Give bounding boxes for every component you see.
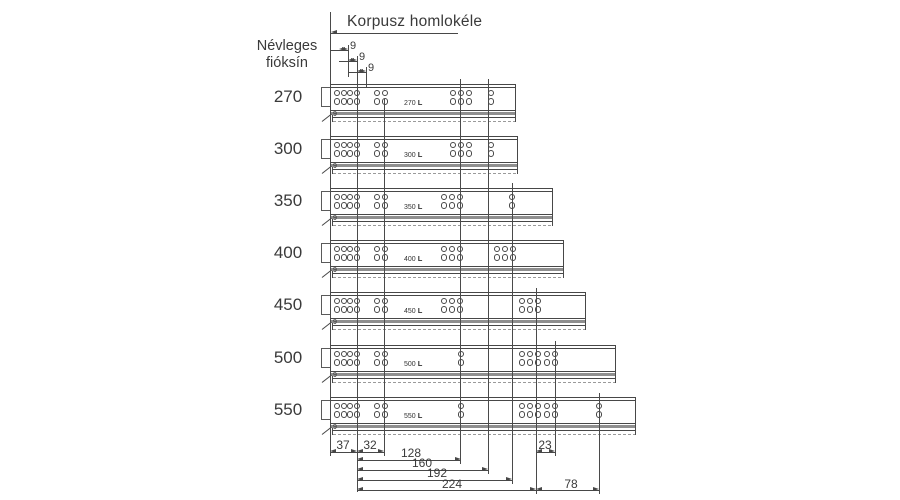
dimension-arrow	[593, 487, 599, 491]
dimension-arrow	[506, 477, 512, 481]
drawer-member-dashed-line	[333, 225, 553, 226]
rail-right-edge	[515, 111, 516, 122]
row-nominal-label: 500	[273, 348, 303, 367]
row-nominal-label: 350	[273, 191, 303, 210]
construction-line	[599, 393, 600, 494]
construction-line	[488, 79, 489, 474]
rail-gray-profile-band	[330, 425, 636, 428]
rail-right-edge	[585, 319, 586, 330]
construction-line	[384, 99, 385, 456]
rail-right-edge	[563, 267, 564, 278]
rail-top-flange-line	[331, 348, 615, 349]
construction-line	[536, 288, 537, 494]
dimension-arrow	[357, 487, 363, 491]
hook-dimension-label: 9	[333, 214, 337, 222]
dimension-label: 78	[564, 477, 578, 491]
rail-length-label: 550 L	[404, 410, 423, 420]
rail-right-edge	[552, 215, 553, 226]
drawer-member-top-line	[333, 430, 636, 431]
slide-rail-outline	[330, 345, 616, 372]
dimension-label: 160	[411, 456, 433, 470]
rail-right-edge	[635, 424, 636, 435]
nominal-slide-label-line1: Névleges	[256, 38, 318, 54]
rail-gray-profile-band	[330, 216, 553, 219]
title-underline	[331, 33, 458, 34]
dimension-arrow	[357, 449, 363, 453]
hook-dimension-label: 9	[333, 423, 337, 431]
hook-dimension-label: 9	[333, 162, 337, 170]
rail-length-label: 500 L	[404, 358, 423, 368]
drawer-member-dashed-line	[333, 382, 616, 383]
nominal-slide-label-line2: fióksín	[266, 54, 308, 71]
rail-top-flange-line	[331, 139, 517, 140]
construction-line	[460, 79, 461, 464]
rail-top-flange-line	[331, 243, 563, 244]
hook-dimension-label: 9	[333, 318, 337, 326]
construction-line	[555, 341, 556, 456]
dimension-arrow	[330, 449, 336, 453]
title-arrow	[331, 30, 337, 34]
construction-line	[366, 67, 367, 88]
row-nominal-label: 270	[273, 87, 303, 106]
construction-line	[330, 12, 331, 456]
rail-length-label: 450 L	[404, 305, 423, 315]
rail-gray-profile-band	[330, 373, 616, 376]
drawer-member-dashed-line	[333, 173, 518, 174]
dimension-arrow	[342, 47, 348, 51]
dimension-arrow	[482, 467, 488, 471]
row-nominal-label: 450	[273, 295, 303, 314]
row-nominal-label: 550	[273, 400, 303, 419]
dimension-label: 9	[359, 51, 366, 63]
drawer-member-top-line	[333, 169, 518, 170]
dimension-label: 23	[538, 438, 552, 452]
drawer-member-top-line	[333, 273, 564, 274]
dimension-arrow	[357, 457, 363, 461]
drawer-member-top-line	[333, 221, 553, 222]
dimension-line	[357, 470, 488, 471]
construction-line	[512, 183, 513, 484]
drawer-member-top-line	[333, 378, 616, 379]
rail-top-flange-line	[331, 400, 635, 401]
rail-top-flange-line	[331, 191, 552, 192]
construction-line	[357, 56, 358, 492]
rail-length-label: 400 L	[404, 253, 423, 263]
rail-right-edge	[517, 163, 518, 174]
dimension-label: 37	[336, 438, 350, 452]
drawer-member-dashed-line	[333, 434, 636, 435]
drawer-member-dashed-line	[333, 277, 564, 278]
hook-dimension-label: 9	[333, 371, 337, 379]
dimension-line	[357, 460, 461, 461]
dimension-arrow	[536, 487, 542, 491]
hook-dimension-label: 9	[333, 110, 337, 118]
dimension-arrow	[357, 467, 363, 471]
row-nominal-label: 400	[273, 243, 303, 262]
rail-gray-profile-band	[330, 164, 518, 167]
dimension-label: 192	[426, 466, 448, 480]
dimension-label: 128	[400, 446, 422, 460]
dimension-label: 32	[363, 438, 377, 452]
dimension-label: 9	[368, 62, 375, 74]
rail-top-flange-line	[331, 295, 585, 296]
slide-rail-outline	[330, 240, 564, 267]
diagram-title: Korpusz homlokéle	[347, 13, 483, 30]
dimension-line	[357, 480, 512, 481]
rail-length-label: 300 L	[404, 149, 423, 159]
hook-dimension-label: 9	[333, 266, 337, 274]
dimension-arrow	[360, 69, 366, 73]
rail-length-label: 270 L	[404, 97, 423, 107]
dimension-label: 9	[350, 40, 357, 52]
dimension-arrow	[351, 58, 357, 62]
rail-gray-profile-band	[330, 268, 564, 271]
dimension-arrow	[455, 457, 461, 461]
rail-right-edge	[615, 372, 616, 383]
dimension-arrow	[357, 477, 363, 481]
dimension-arrow	[378, 449, 384, 453]
row-nominal-label: 300	[273, 139, 303, 158]
rail-gray-profile-band	[330, 320, 586, 323]
rail-length-label: 350 L	[404, 201, 423, 211]
dimension-label: 224	[441, 477, 463, 491]
